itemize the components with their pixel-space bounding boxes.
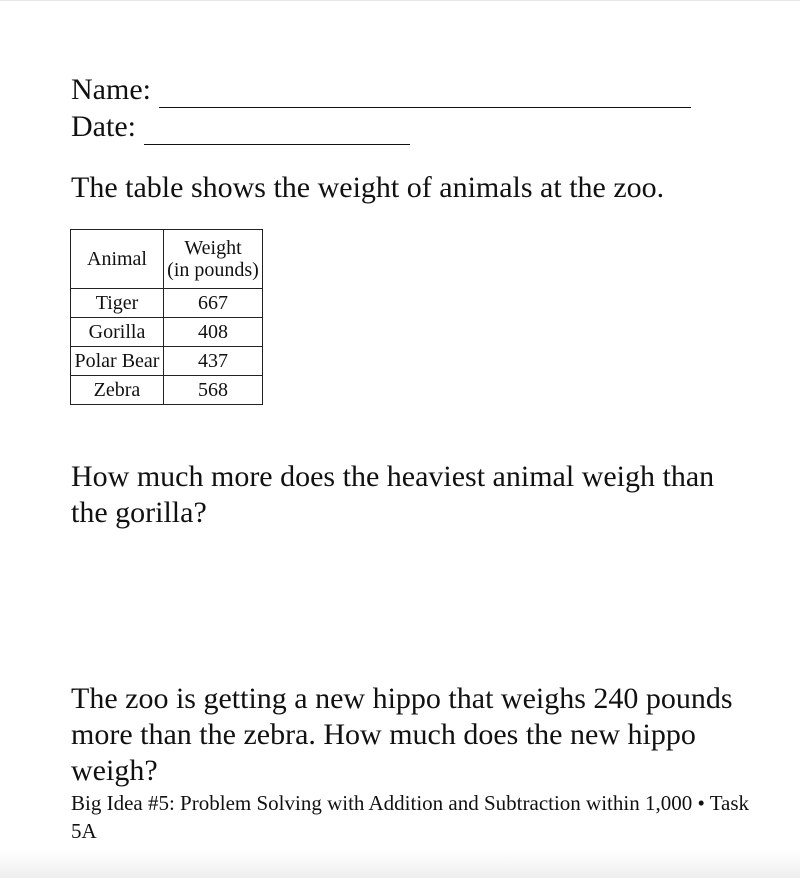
intro-text: The table shows the weight of animals at the zoo. xyxy=(71,171,665,204)
header-weight-line1: Weight xyxy=(184,237,242,259)
date-blank-line[interactable] xyxy=(144,110,410,145)
animal-cell: Gorilla xyxy=(71,318,164,347)
table-row xyxy=(71,376,263,405)
name-field xyxy=(71,73,691,108)
table-header-row xyxy=(71,230,263,289)
animal-cell: Polar Bear xyxy=(71,347,164,376)
name-blank-line[interactable] xyxy=(159,73,691,108)
weight-cell: 568 xyxy=(164,376,263,405)
weight-cell: 408 xyxy=(164,318,263,347)
date-label: Date: xyxy=(71,110,136,143)
table-row xyxy=(71,318,263,347)
weight-cell: 667 xyxy=(164,289,263,318)
page-bottom-shadow xyxy=(0,850,800,878)
header-weight xyxy=(164,230,263,289)
header-animal: Animal xyxy=(71,230,164,289)
question-1: How much more does the heaviest animal weigh than the gorilla? xyxy=(71,460,715,529)
weight-cell: 437 xyxy=(164,347,263,376)
table-row xyxy=(71,347,263,376)
table-row xyxy=(71,289,263,318)
name-label: Name: xyxy=(71,73,151,106)
animal-cell: Zebra xyxy=(71,376,164,405)
question-2: The zoo is getting a new hippo that weighs 240 pounds more than the zebra. How much does the new hippo weigh? xyxy=(71,682,733,787)
animal-cell: Tiger xyxy=(71,289,164,318)
date-field xyxy=(71,110,410,145)
header-weight-line2: (in pounds) xyxy=(167,259,259,281)
animal-weight-table xyxy=(70,229,263,405)
footer-text: Big Idea #5: Problem Solving with Addition and Subtraction within 1,000 • Task 5A xyxy=(71,791,750,843)
